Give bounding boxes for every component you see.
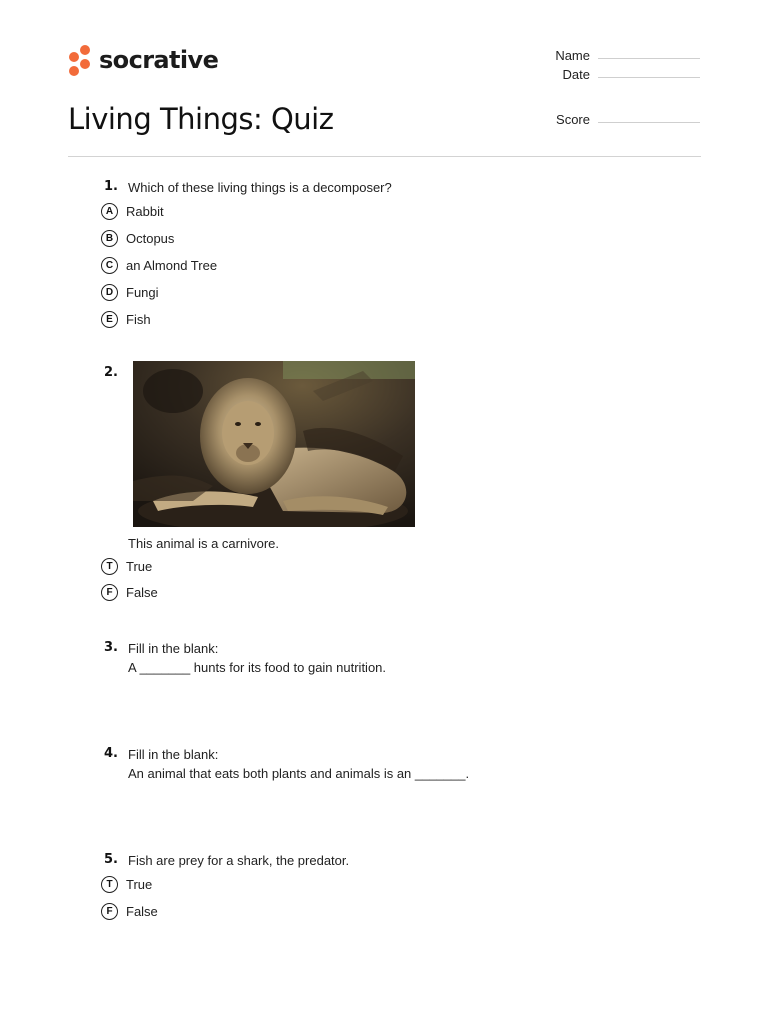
- option-false[interactable]: [101, 901, 158, 921]
- score-line[interactable]: [598, 121, 700, 123]
- option-d[interactable]: [101, 282, 159, 302]
- option-true[interactable]: [101, 556, 152, 576]
- question-number: 2.: [104, 365, 118, 380]
- question-text: Fish are prey for a shark, the predator.: [128, 853, 350, 868]
- page-title: Living Things: Quiz: [68, 102, 334, 136]
- date-field[interactable]: [530, 67, 700, 82]
- question-number: 4.: [104, 746, 118, 761]
- name-line[interactable]: [598, 57, 700, 59]
- option-letter-badge[interactable]: B: [101, 230, 118, 247]
- socrative-logo-icon: [68, 44, 92, 76]
- question-number: 5.: [104, 852, 118, 867]
- option-letter-badge[interactable]: C: [101, 257, 118, 274]
- score-field[interactable]: [530, 112, 700, 127]
- question-text: Fill in the blank:: [128, 747, 219, 762]
- question-prompt: A _______ hunts for its food to gain nutrition.: [128, 660, 387, 675]
- option-e[interactable]: [101, 309, 151, 329]
- option-letter-badge[interactable]: E: [101, 311, 118, 328]
- name-field[interactable]: [530, 48, 700, 63]
- option-label: Fish: [126, 311, 151, 327]
- option-true[interactable]: [101, 874, 152, 894]
- socrative-logo: [68, 44, 218, 76]
- name-label: Name: [555, 48, 590, 63]
- option-letter-badge[interactable]: T: [101, 876, 118, 893]
- date-line[interactable]: [598, 76, 700, 78]
- option-label: an Almond Tree: [126, 257, 218, 273]
- option-letter-badge[interactable]: A: [101, 203, 118, 220]
- option-label: False: [126, 903, 158, 919]
- brand-name: socrative: [99, 46, 219, 74]
- option-c[interactable]: [101, 255, 217, 275]
- date-label: Date: [562, 67, 590, 82]
- question-text: Fill in the blank:: [128, 641, 219, 656]
- option-b[interactable]: [101, 228, 174, 248]
- option-label: True: [126, 558, 153, 574]
- question-number: 3.: [104, 640, 118, 655]
- option-letter-badge[interactable]: F: [101, 584, 118, 601]
- header-divider: [68, 156, 701, 157]
- question-text: Which of these living things is a decomposer?: [128, 180, 392, 195]
- option-false[interactable]: [101, 582, 158, 602]
- option-label: False: [126, 584, 158, 600]
- option-letter-badge[interactable]: T: [101, 558, 118, 575]
- option-letter-badge[interactable]: F: [101, 903, 118, 920]
- option-label: Rabbit: [126, 203, 164, 219]
- score-label: Score: [556, 112, 590, 127]
- question-prompt: An animal that eats both plants and animals is an _______.: [128, 766, 470, 781]
- option-a[interactable]: [101, 201, 164, 221]
- option-label: True: [126, 876, 153, 892]
- question-number: 1.: [104, 179, 118, 194]
- option-letter-badge[interactable]: D: [101, 284, 118, 301]
- option-label: Octopus: [126, 230, 175, 246]
- question-text: This animal is a carnivore.: [128, 536, 279, 551]
- option-label: Fungi: [126, 284, 159, 300]
- lion-photo: [133, 361, 415, 527]
